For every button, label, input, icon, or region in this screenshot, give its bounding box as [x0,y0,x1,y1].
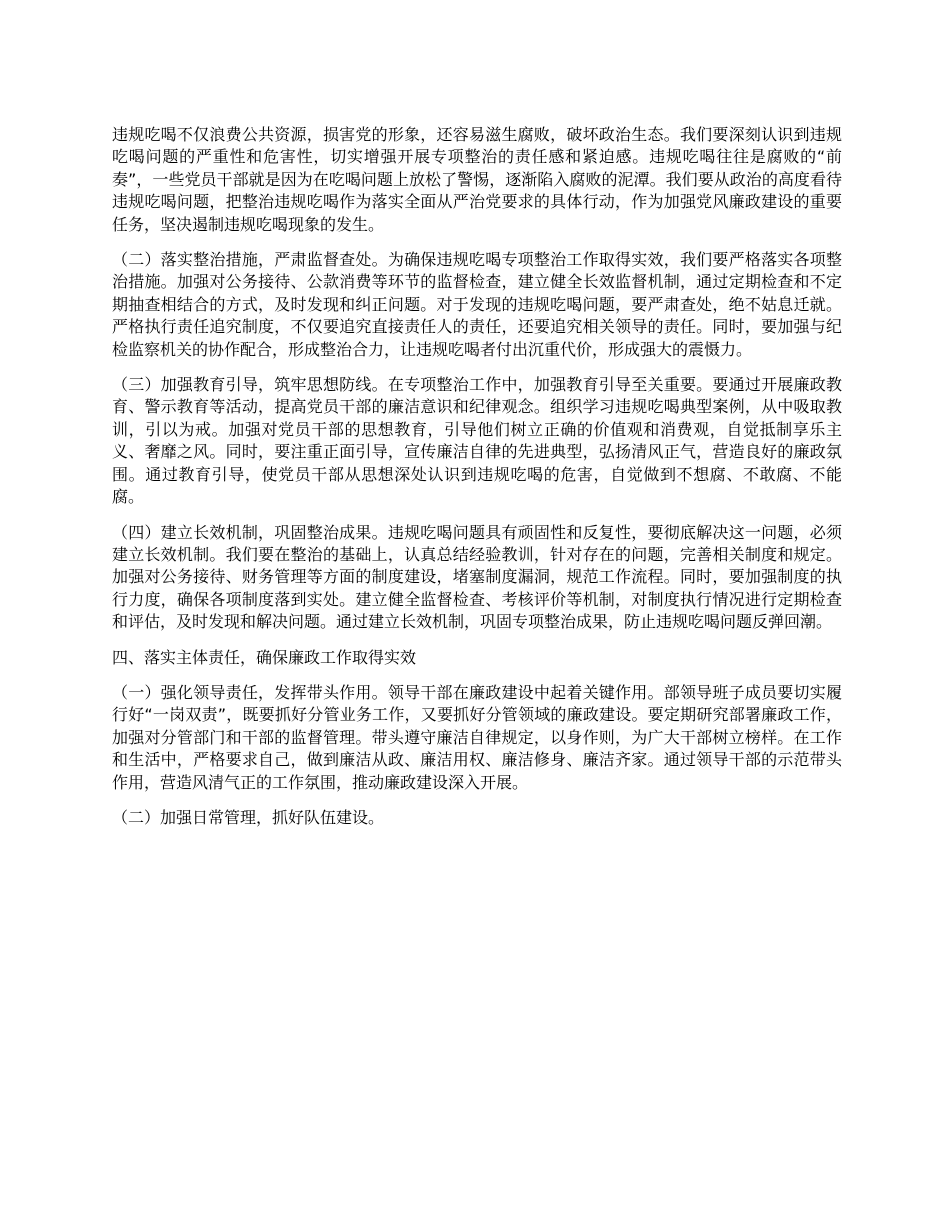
paragraph-section-2: （二）落实整治措施，严肃监督查处。为确保违规吃喝专项整治工作取得实效，我们要严格落实各项整治措施。加强对公务接待、公款消费等环节的监督检查，建立健全长效监督机制，通过定期检查和不定期抽查相结合的方式，及时发现和纠正问题。对于发现的违规吃喝问题，要严肃查处，绝不姑息迁就。严格执行责任追究制度，不仅要追究直接责任人的责任，还要追究相关领导的责任。同时，要加强与纪检监察机关的协作配合，形成整治合力，让违规吃喝者付出沉重代价，形成强大的震慑力。 [112,250,842,359]
paragraph-section-3: （三）加强教育引导，筑牢思想防线。在专项整治工作中，加强教育引导至关重要。要通过开展廉政教育、警示教育等活动，提高党员干部的廉洁意识和纪律观念。组织学习违规吃喝典型案例，从中吸取教训，引以为戒。加强对党员干部的思想教育，引导他们树立正确的价值观和消费观，自觉抵制享乐主义、奢靡之风。同时，要注重正面引导，宣传廉洁自律的先进典型，弘扬清风正气，营造良好的廉政氛围。通过教育引导，使党员干部从思想深处认识到违规吃喝的危害，自觉做到不想腐、不敢腐、不能腐。 [112,375,842,507]
paragraph-intro: 违规吃喝不仅浪费公共资源，损害党的形象，还容易滋生腐败，破坏政治生态。我们要深刻认识到违规吃喝问题的严重性和危害性，切实增强开展专项整治的责任感和紧迫感。违规吃喝往往是腐败的“前奏”，一些党员干部就是因为在吃喝问题上放松了警惕，逐渐陷入腐败的泥潭。我们要从政治的高度看待违规吃喝问题，把整治违规吃喝作为落实全面从严治党要求的具体行动，作为加强党风廉政建设的重要任务，坚决遏制违规吃喝现象的发生。 [112,125,842,234]
paragraph-section-4: （四）建立长效机制，巩固整治成果。违规吃喝问题具有顽固性和反复性，要彻底解决这一问题，必须建立长效机制。我们要在整治的基础上，认真总结经验教训，针对存在的问题，完善相关制度和规定。加强对公务接待、财务管理等方面的制度建设，堵塞制度漏洞，规范工作流程。同时，要加强制度的执行力度，确保各项制度落到实处。建立健全监督检查、考核评价等机制，对制度执行情况进行定期检查和评估，及时发现和解决问题。通过建立长效机制，巩固专项整治成果，防止违规吃喝问题反弹回潮。 [112,522,842,632]
paragraph-subsection-2: （二）加强日常管理，抓好队伍建设。 [112,807,385,827]
paragraph-subsection-1: （一）强化领导责任，发挥带头作用。领导干部在廉政建设中起着关键作用。部领导班子成员要切实履行好“一岗双责”，既要抓好分管业务工作，又要抓好分管领域的廉政建设。要定期研究部署廉政工作，加强对分管部门和干部的监督管理。带头遵守廉洁自律规定，以身作则，为广大干部树立榜样。在工作和生活中，严格要求自己，做到廉洁从政、廉洁用权、廉洁修身、廉洁齐家。通过领导干部的示范带头作用，营造风清气正的工作氛围，推动廉政建设深入开展。 [112,682,842,792]
document-page [112,124,842,842]
section-heading-four: 四、落实主体责任，确保廉政工作取得实效 [112,647,417,667]
